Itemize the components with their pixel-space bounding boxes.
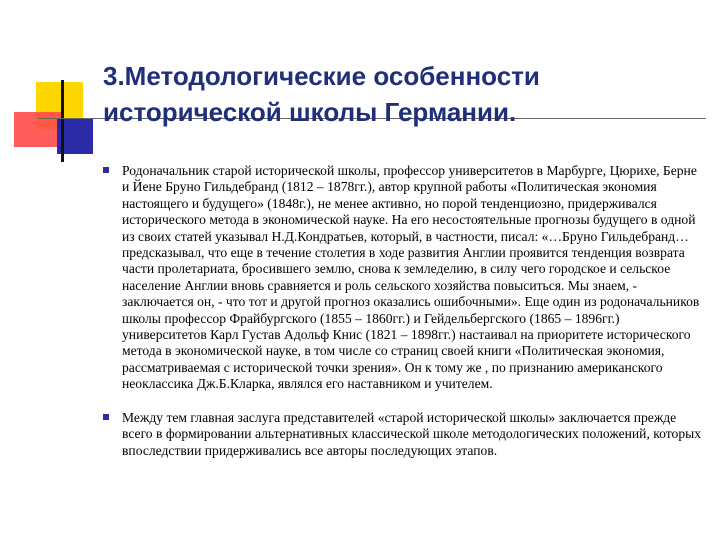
square-bullet-icon bbox=[103, 414, 109, 420]
bullet-item bbox=[103, 410, 703, 459]
title-line-2: исторической школы Германии. bbox=[103, 97, 517, 127]
title-line-1: 3.Методологические особенности bbox=[103, 61, 540, 91]
bullet-text: Родоначальник старой исторической школы, профессор университетов в Марбурге, Цюрихе, Берне и Йене Бруно Гильдебранд (1812 – 1878гг.), автор крупной работы «Политическая экономия настоящего и будущего» (1848г.), не менее активно, но порой тенденциозно, придерживался исторического метода в экономической науке. На его несостоятельные прогнозы будущего в одной из своих статей указывал Н.Д.Кондратьев, который, в частности, писал: «…Бруно Гильдебранд…предсказывал, что еще в течение столетия в ходе развития Англии проявится тенденция возврата части пролетариата, бросившего землю, снова к земледелию, в силу чего городское и сельское население Англии вновь сравняется и роль сельского хозяйства повыситься. Мы знаем, - заключается он, - что тот и другой прогноз оказались ошибочными». Еще один из родоначальников школы профессор Фрайбургского (1855 – 1860гг.) и Гейдельбергского (1865 – 1896гг.) университетов Карл Густав Адольф Книс (1821 – 1898гг.) настаивал на приоритете исторического метода в экономической науке, в том числе со страниц своей книги «Политическая экономия, рассматриваемая с исторической точки зрения». Он к тому же , по признанию американского неоклассика Дж.Б.Кларка, являлся его наставником и учителем. bbox=[122, 163, 700, 392]
bullet-item bbox=[103, 163, 703, 393]
slide-content bbox=[103, 163, 703, 476]
slide-title bbox=[103, 58, 703, 130]
bullet-text: Между тем главная заслуга представителей «старой исторической школы» заключается прежде всего в формировании альтернативных классической школе методологических положений, которых впоследствии придерживались все авторы последующих этапов. bbox=[122, 409, 702, 458]
decorative-vertical-line bbox=[61, 80, 64, 162]
square-bullet-icon bbox=[103, 167, 109, 173]
